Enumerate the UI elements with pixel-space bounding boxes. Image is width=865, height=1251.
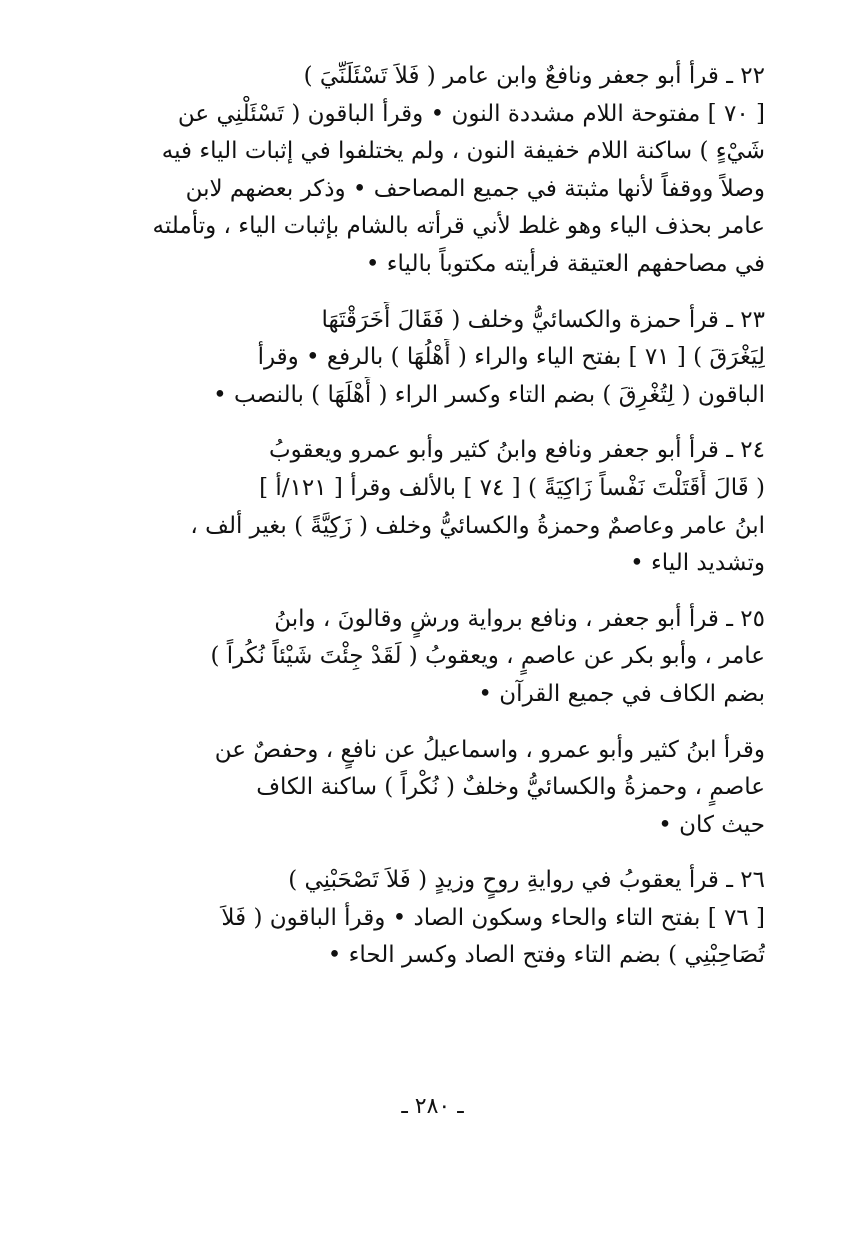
paragraph-24: [110, 432, 765, 582]
text-line: ٢٦ ـ قرأ يعقوبُ في روايةِ روحٍ وزيدٍ ( فَلاَ تَصْحَبْنِي ): [288, 867, 765, 894]
text-line: ٢٢ ـ قرأ أبو جعفر ونافعٌ وابن عامر ( فَلاَ تَسْئَلَنِّيَ ): [303, 63, 765, 89]
text-line: وتشديد الياء •: [630, 550, 765, 577]
text-line: [ ٧٦ ] بفتح التاء والحاء وسكون الصاد • وقرأ الباقون ( فَلاَ: [221, 904, 765, 931]
text-line: الباقون ( لِتُغْرِقَ ) بضم التاء وكسر الراء ( أَهْلَهَا ) بالنصب •: [213, 381, 765, 408]
paragraph-26: [110, 862, 765, 975]
page-body: [110, 58, 765, 993]
paragraph-22: [110, 58, 765, 284]
paragraph-25: [110, 601, 765, 714]
text-line: ٢٥ ـ قرأ أبو جعفر ، ونافع برواية ورشٍ وقالونَ ، وابنُ: [274, 605, 765, 632]
text-line: ٢٤ ـ قرأ أبو جعفر ونافع وابنُ كثير وأبو عمرو ويعقوبُ: [268, 437, 765, 464]
text-line: عامر ، وأبو بكر عن عاصمٍ ، ويعقوبُ ( لَقَدْ جِئْتَ شَيْئاً نُكُراً ): [210, 643, 765, 670]
paragraph-25-continued: [110, 732, 765, 845]
page-number: ـ ٢٨٠ ـ: [401, 1094, 464, 1119]
text-line: تُصَاحِبْنِي ) بضم التاء وفتح الصاد وكسر الحاء •: [327, 942, 765, 969]
text-line: عامر بحذف الياء وهو غلط لأني قرأته بالشام بإثبات الياء ، وتأملته: [152, 213, 765, 240]
text-line: وصلاً ووقفاً لأنها مثبتة في جميع المصاحف • وذكر بعضهم لابن: [185, 175, 765, 202]
text-line: ابنُ عامر وعاصمٌ وحمزةُ والكسائيُّ وخلف ( زَكِيَّةً ) بغير ألف ،: [190, 512, 765, 539]
paragraph-23: [110, 302, 765, 415]
text-line: حيث كان •: [658, 811, 765, 838]
text-line: لِيَغْرَقَ ) [ ٧١ ] بفتح الياء والراء ( أَهْلُهَا ) بالرفع • وقرأ: [257, 344, 765, 371]
text-line: ( قَالَ أَقَتَلْتَ نَفْساً زَاكِيَةً ) [ ٧٤ ] بالألف وقرأ [ ١٢١/أ ]: [259, 474, 765, 501]
text-line: ٢٣ ـ قرأ حمزة والكسائيُّ وخلف ( فَقَالَ أَخَرَقْتَهَا: [321, 306, 765, 333]
text-line: [ ٧٠ ] مفتوحة اللام مشددة النون • وقرأ الباقون ( تَسْئَلْنِي عن: [177, 100, 765, 127]
text-line: عاصمٍ ، وحمزةُ والكسائيُّ وخلفٌ ( نُكْراً ) ساكنة الكاف: [256, 774, 765, 801]
text-line: شَيْءٍ ) ساكنة اللام خفيفة النون ، ولم يختلفوا في إثبات الياء فيه: [161, 138, 765, 165]
text-line: بضم الكاف في جميع القرآن •: [478, 680, 765, 707]
text-line: وقرأ ابنُ كثير وأبو عمرو ، واسماعيلُ عن نافعٍ ، وحفصٌ عن: [214, 736, 765, 763]
text-line: في مصاحفهم العتيقة فرأيته مكتوباً بالياء •: [365, 250, 765, 277]
